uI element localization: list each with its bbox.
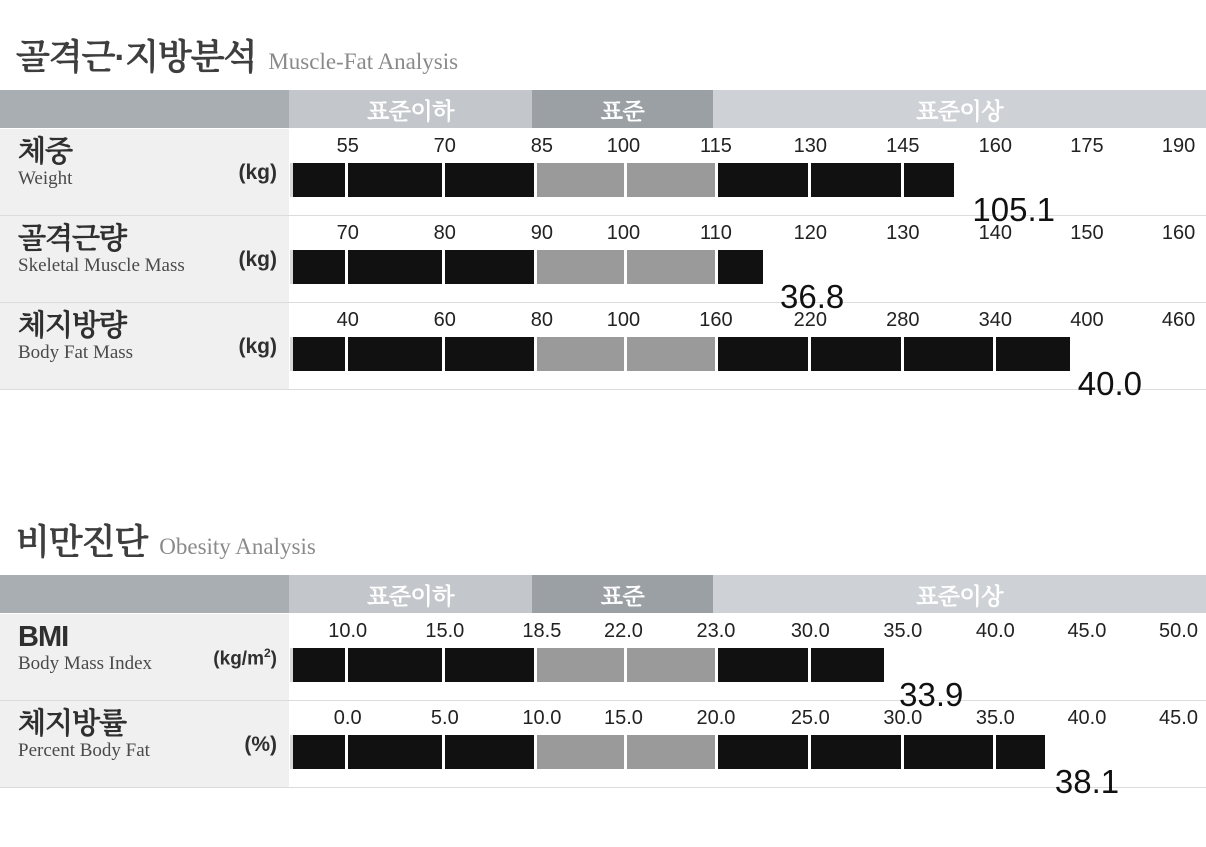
row-label-weight <box>0 129 289 215</box>
tick-label: 190 <box>1161 135 1196 157</box>
row-unit: $(kg/m^2)$ <box>213 645 277 669</box>
table-row <box>0 129 1206 228</box>
zone-label-under: 표준이하 <box>289 575 532 613</box>
section-title-ko: 골격근·지방분석 <box>16 38 257 77</box>
bar-start-cap <box>290 337 293 371</box>
bar-track <box>290 337 1206 402</box>
zone-header-spacer <box>0 90 289 128</box>
tick-label: 23.0 <box>696 620 736 642</box>
tick-label: 10.0 <box>522 707 562 729</box>
tick-labels <box>290 216 1206 250</box>
bar-segment-over <box>715 648 884 682</box>
row-value: 36.8 <box>780 278 845 315</box>
zone-label-under: 표준이하 <box>289 90 532 128</box>
row-graph <box>289 303 1206 402</box>
zone-label-over: 표준이상 <box>713 90 1206 128</box>
tick-label: 18.5 <box>522 620 562 642</box>
tick-label: 120 <box>793 222 827 244</box>
row-unit: (kg) <box>238 161 277 184</box>
row-label-en: Weight <box>18 168 73 190</box>
row-label-ko: BMI <box>18 621 69 653</box>
bar-segment-over <box>715 250 763 284</box>
tick-label: 0.0 <box>333 707 362 729</box>
bar-track <box>290 250 1206 315</box>
tick-label: 175 <box>1070 135 1104 157</box>
row-value: 38.1 <box>1054 763 1120 800</box>
tick-label: 45.0 <box>1067 620 1107 642</box>
tick-label: 5.0 <box>430 707 459 729</box>
tick-label: 160 <box>978 135 1012 157</box>
tick-label: 70 <box>336 222 359 244</box>
row-unit: (kg) <box>238 335 277 358</box>
row-label-body-fat-mass <box>0 303 289 389</box>
tick-label: 280 <box>886 309 920 331</box>
row-graph <box>289 614 1206 713</box>
zone-label-normal: 표준 <box>532 90 713 128</box>
tick-label: 60 <box>433 309 456 331</box>
tick-label: 130 <box>886 222 920 244</box>
tick-labels <box>290 303 1206 337</box>
row-value: 105.1 <box>972 191 1055 228</box>
muscle-fat-analysis-section <box>0 38 1206 402</box>
bar-track <box>290 163 1206 228</box>
tick-labels <box>290 129 1206 163</box>
section-title-en: Muscle-Fat Analysis <box>268 49 459 74</box>
table-row <box>0 303 1206 402</box>
tick-label: 400 <box>1070 309 1104 331</box>
row-label-en: Percent Body Fat <box>18 740 150 762</box>
measurement-rows <box>0 613 1206 800</box>
bar-segment-under <box>290 250 534 284</box>
bar-segment-under <box>290 163 534 197</box>
tick-label: 50.0 <box>1159 620 1198 642</box>
tick-label: 460 <box>1161 309 1196 331</box>
tick-label: 35.0 <box>975 707 1015 729</box>
tick-label: 110 <box>699 222 732 244</box>
row-label-en: Body Mass Index <box>18 653 153 675</box>
tick-label: 130 <box>793 135 827 157</box>
tick-label: 35.0 <box>883 620 923 642</box>
row-label-ko: 체지방량 <box>18 310 127 342</box>
tick-label: 30.0 <box>883 707 923 729</box>
row-label-en: Body Fat Mass <box>18 342 134 364</box>
zone-header-band <box>0 90 1206 128</box>
bar-segment-under <box>290 337 534 371</box>
measurement-rows <box>0 128 1206 402</box>
tick-label: 22.0 <box>603 620 643 642</box>
tick-label: 40 <box>336 309 359 331</box>
tick-label: 25.0 <box>790 707 830 729</box>
bar-start-cap <box>290 163 293 197</box>
row-label-ko: 체지방률 <box>18 708 127 740</box>
row-graph <box>289 701 1206 800</box>
tick-label: 85 <box>530 135 554 157</box>
bar-track <box>290 648 1206 713</box>
bar-segment-under <box>290 648 534 682</box>
row-unit-exponent: 2 <box>263 645 271 660</box>
row-value: 40.0 <box>1077 365 1142 402</box>
row-unit: (kg) <box>238 248 277 271</box>
bar-segment-under <box>290 735 534 769</box>
zone-header-spacer <box>0 575 289 613</box>
row-graph <box>289 129 1206 228</box>
section-title-en: Obesity Analysis <box>159 534 316 559</box>
zone-header-band <box>0 575 1206 613</box>
row-label-percent-body-fat <box>0 701 289 787</box>
tick-label: 30.0 <box>790 620 830 642</box>
tick-label: 90 <box>530 222 554 244</box>
tick-label: 160 <box>699 309 733 331</box>
row-label-ko: 체중 <box>18 136 73 168</box>
obesity-analysis-section <box>0 523 1206 800</box>
tick-label: 20.0 <box>696 707 736 729</box>
tick-labels <box>290 614 1206 648</box>
tick-label: 115 <box>699 135 732 157</box>
bar-segment-over <box>715 163 954 197</box>
tick-label: 150 <box>1070 222 1104 244</box>
tick-label: 340 <box>978 309 1012 331</box>
tick-label: 55 <box>336 135 359 157</box>
section-title <box>0 525 1206 571</box>
tick-label: 40.0 <box>1067 707 1107 729</box>
table-row <box>0 216 1206 315</box>
tick-label: 15.0 <box>603 707 643 729</box>
row-label-skeletal-muscle-mass <box>0 216 289 302</box>
tick-label: 145 <box>886 135 920 157</box>
tick-label: 80 <box>530 309 554 331</box>
row-label-bmi <box>0 614 289 700</box>
table-row <box>0 614 1206 713</box>
bar-start-cap <box>290 735 293 769</box>
tick-label: 80 <box>433 222 456 244</box>
tick-label: 10.0 <box>328 620 368 642</box>
row-label-ko: 골격근량 <box>18 223 127 255</box>
bar-segment-over <box>715 337 1070 371</box>
bar-start-cap <box>290 250 293 284</box>
table-row <box>0 701 1206 800</box>
tick-label: 100 <box>606 135 641 157</box>
tick-label: 100 <box>606 222 641 244</box>
row-label-en: Skeletal Muscle Mass <box>18 255 185 277</box>
tick-label: 70 <box>433 135 456 157</box>
tick-label: 100 <box>606 309 641 331</box>
zone-label-over: 표준이상 <box>713 575 1206 613</box>
tick-label: 220 <box>793 309 827 331</box>
row-value: 33.9 <box>899 676 964 713</box>
row-unit-base: (kg/m <box>213 648 264 669</box>
tick-label: 15.0 <box>425 620 465 642</box>
tick-labels <box>290 701 1206 735</box>
tick-label: 160 <box>1161 222 1196 244</box>
section-title-ko: 비만진단 <box>16 523 148 562</box>
zone-label-normal: 표준 <box>532 575 713 613</box>
tick-label: 140 <box>978 222 1012 244</box>
bar-start-cap <box>290 648 293 682</box>
tick-label: 45.0 <box>1159 707 1198 729</box>
row-unit: (%) <box>244 733 277 756</box>
tick-label: 40.0 <box>975 620 1015 642</box>
row-graph <box>289 216 1206 315</box>
section-title <box>0 40 1206 86</box>
bar-track <box>290 735 1206 800</box>
